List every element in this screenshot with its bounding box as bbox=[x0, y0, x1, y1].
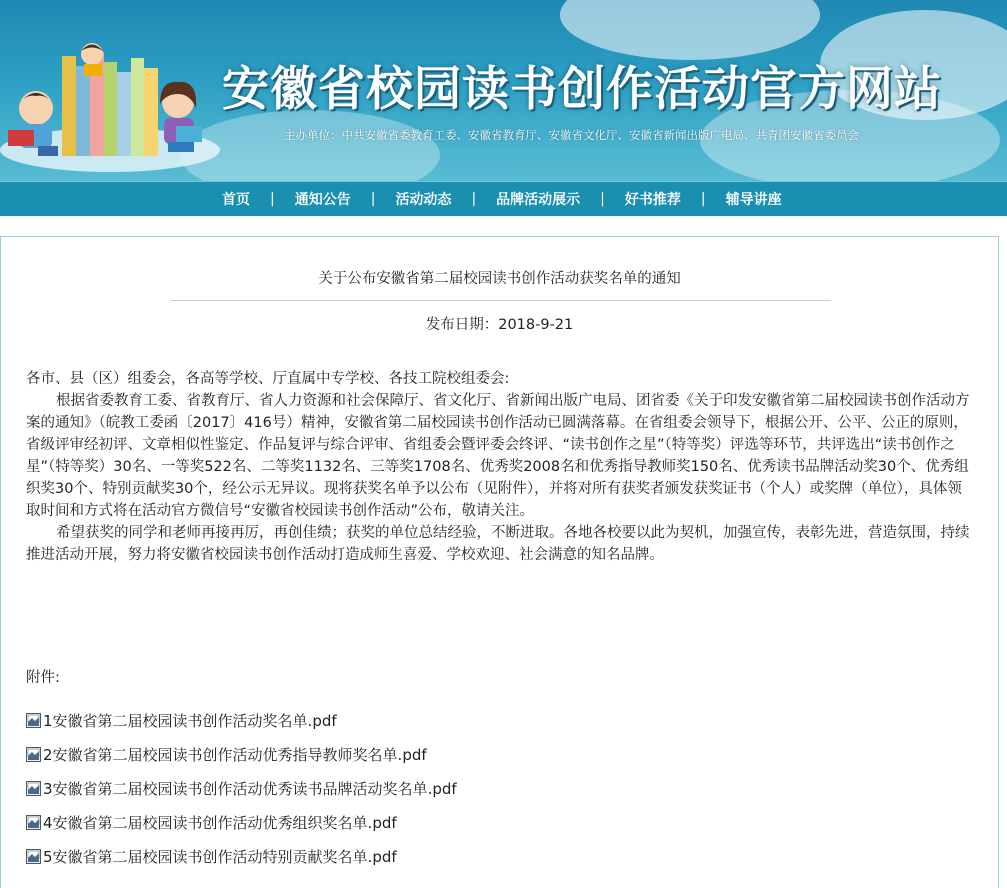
article-body bbox=[26, 368, 974, 566]
nav-item-brand-showcase[interactable]: 品牌活动展示 bbox=[496, 192, 581, 208]
site-title: 安徽省校园读书创作活动官方网站 bbox=[222, 62, 942, 117]
nav-item-book-recommendations[interactable]: 好书推荐 bbox=[624, 192, 681, 208]
pdf-file-icon bbox=[26, 747, 41, 762]
attachment-link[interactable] bbox=[26, 703, 926, 737]
attachment-filename[interactable]: 2安徽省第二届校园读书创作活动优秀指导教师奖名单.pdf bbox=[43, 745, 427, 764]
article-title: 关于公布安徽省第二届校园读书创作活动获奖名单的通知 bbox=[318, 271, 681, 287]
nav-separator: | bbox=[600, 191, 605, 207]
attachment-link[interactable] bbox=[26, 805, 926, 839]
nav-item-activity-news[interactable]: 活动动态 bbox=[395, 192, 452, 208]
article-salutation: 各市、县（区）组委会，各高等学校、厅直属中专学校、各技工院校组委会: bbox=[26, 371, 510, 387]
nav-item-notices[interactable]: 通知公告 bbox=[294, 192, 351, 208]
attachment-filename[interactable]: 3安徽省第二届校园读书创作活动优秀读书品牌活动奖名单.pdf bbox=[43, 779, 457, 798]
attachments-label: 附件: bbox=[26, 670, 60, 686]
cloud-decoration bbox=[560, 0, 820, 60]
article-paragraph: 根据省委教育工委、省教育厅、省人力资源和社会保障厅、省文化厅、省新闻出版广电局、团省委《关于印发安徽省第二届校园读书创作活动方案的通知》（皖教工委函〔2017〕416号）精神，安徽省第二届校园读书创作活动已圆满落幕。在省组委会领导下，根据公开、公平、公正的原则，省级评审经初评、文章相似性鉴定、作品复评与综合评审、省组委会暨评委会终评、“读书创作之星”（特等奖）评选等环节，共评选出“读书创作之星”（特等奖）30名、一等奖522名、二等奖1132名、三等奖1708名、优秀奖2008名和优秀指导教师奖150名、优秀读书品牌活动奖30个、优秀组织奖30个、特别贡献奖30个，经公示无异议。现将获奖名单予以公布（见附件），并将对所有获奖者颁发获奖证书（个人）或奖牌（单位），具体领取时间和方式将在活动官方微信号“安徽省校园读书创作活动”公布，敬请关注。 bbox=[26, 393, 970, 519]
nav-item-lectures[interactable]: 辅导讲座 bbox=[725, 192, 782, 208]
attachment-filename[interactable]: 5安徽省第二届校园读书创作活动特别贡献奖名单.pdf bbox=[43, 847, 397, 866]
pdf-file-icon bbox=[26, 849, 41, 864]
nav-separator: | bbox=[700, 191, 706, 207]
nav-separator: | bbox=[370, 191, 376, 207]
attachment-filename[interactable]: 1安徽省第二届校园读书创作活动奖名单.pdf bbox=[43, 711, 337, 730]
main-nav bbox=[0, 181, 1007, 216]
article-paragraph: 希望获奖的同学和老师再接再厉，再创佳绩；获奖的单位总结经验，不断进取。各地各校要以此为契机，加强宣传，表彰先进，营造氛围，持续推进活动开展，努力将安徽省校园读书创作活动打造成师生喜爱、学校欢迎、社会满意的知名品牌。 bbox=[26, 525, 970, 563]
nav-item-home[interactable]: 首页 bbox=[222, 192, 250, 208]
publish-date: 发布日期：2018-9-21 bbox=[425, 317, 574, 333]
attachment-filename[interactable]: 4安徽省第二届校园读书创作活动优秀组织奖名单.pdf bbox=[43, 813, 397, 832]
nav-items bbox=[222, 182, 782, 216]
nav-separator: | bbox=[270, 191, 275, 207]
pdf-file-icon bbox=[26, 713, 41, 728]
nav-separator: | bbox=[471, 191, 477, 207]
pdf-file-icon bbox=[26, 815, 41, 830]
attachment-list bbox=[26, 703, 926, 873]
pdf-file-icon bbox=[26, 781, 41, 796]
site-banner bbox=[0, 0, 1007, 181]
attachment-link[interactable] bbox=[26, 737, 926, 771]
kids-reading-illustration bbox=[0, 38, 225, 178]
sponsor-organizations: 主办单位：中共安徽省委教育工委、安徽省教育厅、安徽省文化厅、安徽省新闻出版广电局、共青团安徽省委员会 bbox=[284, 128, 859, 142]
attachment-link[interactable] bbox=[26, 839, 926, 873]
title-divider bbox=[171, 300, 831, 301]
article-panel bbox=[0, 236, 999, 888]
attachment-link[interactable] bbox=[26, 771, 926, 805]
